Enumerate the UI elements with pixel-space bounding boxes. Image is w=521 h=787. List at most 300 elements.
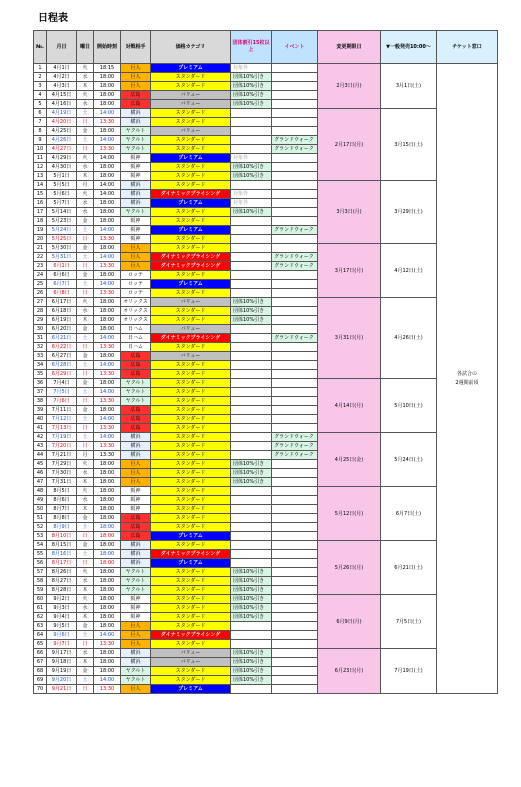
row-group-discount: 対象外	[231, 199, 272, 208]
row-no: 56	[34, 559, 47, 568]
row-time: 18:00	[94, 316, 121, 325]
row-group-discount	[231, 433, 272, 442]
row-no: 45	[34, 460, 47, 469]
row-no: 34	[34, 361, 47, 370]
row-price-category: バリュー	[151, 100, 231, 109]
row-opponent: オリックス	[121, 316, 151, 325]
row-time: 18:00	[94, 667, 121, 676]
row-dow: 木	[77, 586, 94, 595]
row-group-discount: 団体10%引き	[231, 91, 272, 100]
row-dow: 金	[77, 244, 94, 253]
row-price-category: スタンダード	[151, 478, 231, 487]
row-date: 8月8日	[47, 514, 77, 523]
row-time: 18:00	[94, 244, 121, 253]
row-event	[272, 424, 318, 433]
row-price-category: スタンダード	[151, 577, 231, 586]
row-time: 13:30	[94, 343, 121, 352]
row-no: 68	[34, 667, 47, 676]
change-deadline: 3月3日(月)	[318, 181, 381, 244]
row-event	[272, 307, 318, 316]
row-opponent: 広島	[121, 406, 151, 415]
row-dow: 土	[77, 433, 94, 442]
row-opponent: 横浜	[121, 118, 151, 127]
row-price-category: スタンダード	[151, 145, 231, 154]
header-group-discount: 団体割引15枚以上	[231, 31, 272, 64]
row-price-category: バリュー	[151, 127, 231, 136]
row-no: 14	[34, 181, 47, 190]
row-group-discount: 団体10%引き	[231, 613, 272, 622]
change-deadline: 6月23日(月)	[318, 649, 381, 694]
row-group-discount	[231, 496, 272, 505]
row-time: 18:00	[94, 82, 121, 91]
row-price-category: スタンダード	[151, 181, 231, 190]
row-event	[272, 352, 318, 361]
row-no: 51	[34, 514, 47, 523]
row-opponent: 横浜	[121, 658, 151, 667]
row-time: 18:00	[94, 622, 121, 631]
row-opponent: 阪神	[121, 595, 151, 604]
row-no: 40	[34, 415, 47, 424]
row-date: 9月21日	[47, 685, 77, 694]
row-time: 14:00	[94, 433, 121, 442]
row-group-discount	[231, 217, 272, 226]
row-no: 60	[34, 595, 47, 604]
row-event	[272, 685, 318, 694]
row-date: 7月13日	[47, 424, 77, 433]
row-date: 7月31日	[47, 478, 77, 487]
row-time: 18:00	[94, 298, 121, 307]
row-no: 66	[34, 649, 47, 658]
row-opponent: 横浜	[121, 433, 151, 442]
row-dow: 土	[77, 631, 94, 640]
row-group-discount: 団体10%引き	[231, 595, 272, 604]
row-group-discount	[231, 343, 272, 352]
row-opponent: 横浜	[121, 541, 151, 550]
row-event	[272, 649, 318, 658]
row-price-category: バリュー	[151, 325, 231, 334]
row-dow: 木	[77, 505, 94, 514]
row-opponent: 広島	[121, 514, 151, 523]
row-group-discount	[231, 253, 272, 262]
row-no: 1	[34, 64, 47, 73]
row-time: 13:30	[94, 118, 121, 127]
row-group-discount: 団体10%引き	[231, 469, 272, 478]
row-group-discount	[231, 118, 272, 127]
row-event	[272, 631, 318, 640]
row-time: 14:00	[94, 181, 121, 190]
row-no: 6	[34, 109, 47, 118]
table-row	[34, 298, 498, 307]
row-date: 8月28日	[47, 586, 77, 595]
row-dow: 土	[77, 523, 94, 532]
general-sale-date: 3月1日(土)	[381, 64, 437, 109]
row-no: 48	[34, 487, 47, 496]
row-opponent: 阪神	[121, 163, 151, 172]
row-price-category: スタンダード	[151, 343, 231, 352]
header-dow: 曜日	[77, 31, 94, 64]
row-dow: 月	[77, 181, 94, 190]
row-time: 13:30	[94, 442, 121, 451]
row-time: 18:00	[94, 199, 121, 208]
row-opponent: 阪神	[121, 505, 151, 514]
row-event	[272, 127, 318, 136]
table-row	[34, 244, 498, 253]
row-dow: 水	[77, 100, 94, 109]
row-price-category: バリュー	[151, 352, 231, 361]
row-opponent: 日ハム	[121, 343, 151, 352]
row-price-category: スタンダード	[151, 469, 231, 478]
row-price-category: スタンダード	[151, 244, 231, 253]
row-event	[272, 64, 318, 73]
row-group-discount	[231, 514, 272, 523]
row-price-category: スタンダード	[151, 208, 231, 217]
row-opponent: 阪神	[121, 217, 151, 226]
row-price-category: バリュー	[151, 658, 231, 667]
row-dow: 土	[77, 334, 94, 343]
row-dow: 火	[77, 298, 94, 307]
row-time: 13:30	[94, 235, 121, 244]
row-event	[272, 469, 318, 478]
row-group-discount	[231, 352, 272, 361]
row-dow: 火	[77, 595, 94, 604]
row-event	[272, 361, 318, 370]
row-dow: 土	[77, 388, 94, 397]
row-no: 58	[34, 577, 47, 586]
general-sale-date: 4月26日(土)	[381, 298, 437, 379]
row-price-category: プレミアム	[151, 64, 231, 73]
row-group-discount	[231, 244, 272, 253]
table-row	[34, 487, 498, 496]
row-no: 42	[34, 433, 47, 442]
row-opponent: ヤクルト	[121, 577, 151, 586]
row-date: 6月28日	[47, 361, 77, 370]
row-event	[272, 217, 318, 226]
row-time: 18:00	[94, 217, 121, 226]
row-price-category: スタンダード	[151, 271, 231, 280]
row-dow: 水	[77, 307, 94, 316]
row-date: 9月2日	[47, 595, 77, 604]
row-no: 27	[34, 298, 47, 307]
row-opponent: 広島	[121, 370, 151, 379]
row-time: 18:00	[94, 496, 121, 505]
row-date: 9月3日	[47, 604, 77, 613]
row-group-discount	[231, 631, 272, 640]
row-event	[272, 316, 318, 325]
row-date: 7月20日	[47, 442, 77, 451]
row-no: 23	[34, 262, 47, 271]
row-time: 18:00	[94, 271, 121, 280]
row-no: 64	[34, 631, 47, 640]
row-group-discount: 団体10%引き	[231, 667, 272, 676]
row-dow: 日	[77, 559, 94, 568]
row-price-category: プレミアム	[151, 559, 231, 568]
row-date: 7月6日	[47, 397, 77, 406]
row-group-discount	[231, 271, 272, 280]
row-date: 6月19日	[47, 316, 77, 325]
row-event	[272, 118, 318, 127]
row-dow: 日	[77, 343, 94, 352]
row-event	[272, 154, 318, 163]
row-dow: 火	[77, 91, 94, 100]
row-group-discount	[231, 406, 272, 415]
row-dow: 金	[77, 271, 94, 280]
header-time: 開始時刻	[94, 31, 121, 64]
row-opponent: 横浜	[121, 199, 151, 208]
row-event: グランドウォーク	[272, 226, 318, 235]
row-date: 7月12日	[47, 415, 77, 424]
row-date: 8月27日	[47, 577, 77, 586]
row-time: 18:00	[94, 100, 121, 109]
row-dow: 日	[77, 289, 94, 298]
row-event	[272, 73, 318, 82]
header-ticket-window: チケット窓口	[437, 31, 498, 64]
row-price-category: ダイナミックプライシング	[151, 334, 231, 343]
row-group-discount	[231, 424, 272, 433]
row-event	[272, 388, 318, 397]
change-deadline: 5月26日(月)	[318, 541, 381, 595]
row-date: 9月6日	[47, 631, 77, 640]
header-date: 月日	[47, 31, 77, 64]
row-no: 8	[34, 127, 47, 136]
row-group-discount	[231, 334, 272, 343]
row-date: 4月16日	[47, 100, 77, 109]
row-group-discount	[231, 325, 272, 334]
row-time: 13:30	[94, 685, 121, 694]
header-price-category: 価格カテゴリ	[151, 31, 231, 64]
row-time: 13:30	[94, 370, 121, 379]
row-opponent: 阪神	[121, 172, 151, 181]
row-opponent: ヤクルト	[121, 667, 151, 676]
row-group-discount	[231, 505, 272, 514]
row-opponent: 横浜	[121, 190, 151, 199]
row-no: 31	[34, 334, 47, 343]
row-opponent: ヤクルト	[121, 145, 151, 154]
row-group-discount	[231, 487, 272, 496]
row-event	[272, 397, 318, 406]
row-group-discount	[231, 388, 272, 397]
row-event	[272, 595, 318, 604]
row-price-category: スタンダード	[151, 316, 231, 325]
row-opponent: 横浜	[121, 451, 151, 460]
row-opponent: 広島	[121, 415, 151, 424]
row-time: 18:00	[94, 658, 121, 667]
row-price-category: スタンダード	[151, 604, 231, 613]
row-event	[272, 343, 318, 352]
row-time: 18:00	[94, 379, 121, 388]
row-group-discount: 団体10%引き	[231, 676, 272, 685]
row-group-discount: 団体10%引き	[231, 208, 272, 217]
row-date: 8月10日	[47, 532, 77, 541]
row-event	[272, 622, 318, 631]
row-group-discount	[231, 361, 272, 370]
row-price-category: スタンダード	[151, 487, 231, 496]
row-price-category: バリュー	[151, 649, 231, 658]
row-date: 6月29日	[47, 370, 77, 379]
row-group-discount: 団体10%引き	[231, 604, 272, 613]
row-date: 5月31日	[47, 253, 77, 262]
row-opponent: 巨人	[121, 631, 151, 640]
row-price-category: プレミアム	[151, 199, 231, 208]
row-no: 17	[34, 208, 47, 217]
row-opponent: 広島	[121, 100, 151, 109]
row-group-discount	[231, 289, 272, 298]
row-price-category: スタンダード	[151, 568, 231, 577]
row-date: 9月7日	[47, 640, 77, 649]
row-opponent: 巨人	[121, 64, 151, 73]
change-deadline: 4月14日(月)	[318, 379, 381, 433]
row-date: 4月26日	[47, 136, 77, 145]
row-date: 4月19日	[47, 109, 77, 118]
row-no: 12	[34, 163, 47, 172]
row-date: 7月30日	[47, 469, 77, 478]
row-dow: 木	[77, 316, 94, 325]
row-date: 7月11日	[47, 406, 77, 415]
row-event	[272, 550, 318, 559]
row-dow: 火	[77, 154, 94, 163]
row-dow: 金	[77, 352, 94, 361]
row-group-discount	[231, 262, 272, 271]
row-group-discount	[231, 181, 272, 190]
row-dow: 金	[77, 622, 94, 631]
row-group-discount: 対象外	[231, 190, 272, 199]
row-opponent: ヤクルト	[121, 136, 151, 145]
row-opponent: 巨人	[121, 82, 151, 91]
row-event	[272, 559, 318, 568]
row-price-category: プレミアム	[151, 685, 231, 694]
row-group-discount	[231, 145, 272, 154]
row-dow: 日	[77, 640, 94, 649]
row-date: 9月19日	[47, 667, 77, 676]
row-event: グランドウォーク	[272, 334, 318, 343]
row-time: 18:00	[94, 649, 121, 658]
row-no: 46	[34, 469, 47, 478]
row-price-category: スタンダード	[151, 451, 231, 460]
table-row	[34, 181, 498, 190]
row-time: 18:00	[94, 541, 121, 550]
row-dow: 土	[77, 226, 94, 235]
row-opponent: ロッテ	[121, 280, 151, 289]
row-event	[272, 541, 318, 550]
row-date: 7月19日	[47, 433, 77, 442]
change-deadline: 2月3日(月)	[318, 64, 381, 109]
row-date: 4月20日	[47, 118, 77, 127]
row-time: 18:00	[94, 586, 121, 595]
row-date: 5月6日	[47, 190, 77, 199]
row-group-discount: 団体10%引き	[231, 478, 272, 487]
row-date: 4月25日	[47, 127, 77, 136]
row-opponent: 日ハム	[121, 325, 151, 334]
row-group-discount	[231, 280, 272, 289]
general-sale-date: 3月29日(土)	[381, 181, 437, 244]
row-date: 9月5日	[47, 622, 77, 631]
row-dow: 火	[77, 64, 94, 73]
row-group-discount	[231, 451, 272, 460]
row-time: 18:00	[94, 127, 121, 136]
row-dow: 木	[77, 82, 94, 91]
row-price-category: ダイナミックプライシング	[151, 631, 231, 640]
row-price-category: スタンダード	[151, 379, 231, 388]
row-group-discount	[231, 235, 272, 244]
row-time: 13:30	[94, 289, 121, 298]
row-group-discount: 団体10%引き	[231, 73, 272, 82]
row-date: 7月5日	[47, 388, 77, 397]
row-event	[272, 460, 318, 469]
row-opponent: ヤクルト	[121, 388, 151, 397]
row-price-category: スタンダード	[151, 496, 231, 505]
row-no: 53	[34, 532, 47, 541]
row-price-category: スタンダード	[151, 523, 231, 532]
row-time: 14:00	[94, 280, 121, 289]
row-no: 11	[34, 154, 47, 163]
page-title: 日程表	[38, 13, 68, 24]
row-dow: 日	[77, 370, 94, 379]
row-event	[272, 487, 318, 496]
row-price-category: スタンダード	[151, 136, 231, 145]
table-row	[34, 649, 498, 658]
row-group-discount: 団体10%引き	[231, 172, 272, 181]
row-time: 18:00	[94, 406, 121, 415]
row-event	[272, 163, 318, 172]
row-time: 18:00	[94, 460, 121, 469]
row-opponent: 阪神	[121, 604, 151, 613]
row-dow: 金	[77, 217, 94, 226]
row-opponent: 広島	[121, 361, 151, 370]
row-price-category: スタンダード	[151, 163, 231, 172]
row-dow: 水	[77, 163, 94, 172]
row-event	[272, 91, 318, 100]
row-opponent: 横浜	[121, 442, 151, 451]
row-date: 5月7日	[47, 199, 77, 208]
row-price-category: スタンダード	[151, 613, 231, 622]
row-price-category: ダイナミックプライシング	[151, 550, 231, 559]
row-date: 4月3日	[47, 82, 77, 91]
row-opponent: 巨人	[121, 253, 151, 262]
row-group-discount: 団体10%引き	[231, 577, 272, 586]
row-price-category: プレミアム	[151, 532, 231, 541]
row-no: 16	[34, 199, 47, 208]
row-date: 9月17日	[47, 649, 77, 658]
row-price-category: スタンダード	[151, 172, 231, 181]
row-date: 8月7日	[47, 505, 77, 514]
row-no: 59	[34, 586, 47, 595]
row-opponent: 阪神	[121, 235, 151, 244]
change-deadline: 6月9日(月)	[318, 595, 381, 649]
row-event	[272, 82, 318, 91]
row-price-category: プレミアム	[151, 226, 231, 235]
row-price-category: スタンダード	[151, 586, 231, 595]
header-general-sale: ▼一般発売10:00～	[381, 31, 437, 64]
row-event	[272, 379, 318, 388]
row-event	[272, 109, 318, 118]
row-group-discount	[231, 550, 272, 559]
row-event	[272, 298, 318, 307]
row-event	[272, 244, 318, 253]
row-date: 6月8日	[47, 289, 77, 298]
table-body	[34, 64, 498, 694]
row-no: 43	[34, 442, 47, 451]
row-price-category: スタンダード	[151, 622, 231, 631]
row-opponent: 阪神	[121, 226, 151, 235]
table-header	[34, 31, 498, 64]
row-time: 14:00	[94, 631, 121, 640]
row-dow: 木	[77, 658, 94, 667]
row-time: 14:00	[94, 415, 121, 424]
table-row	[34, 64, 498, 73]
row-price-category: スタンダード	[151, 640, 231, 649]
row-opponent: 広島	[121, 523, 151, 532]
row-no: 62	[34, 613, 47, 622]
row-opponent: 広島	[121, 91, 151, 100]
